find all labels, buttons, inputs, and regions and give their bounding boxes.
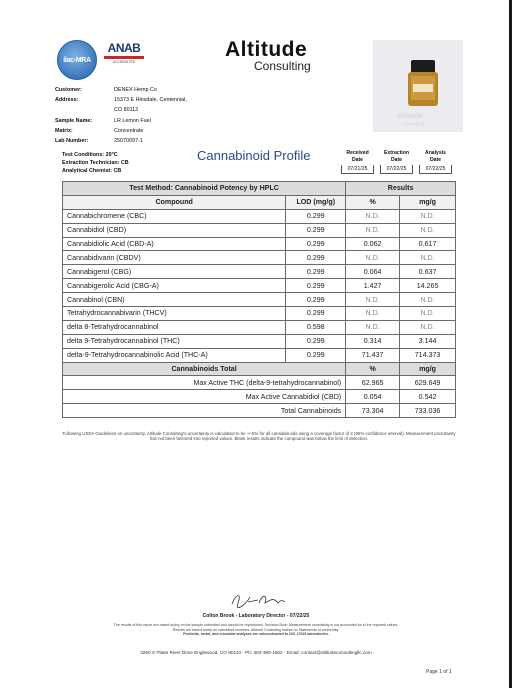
compound-cell: Tetrahydrocannabivarin (THCV) [63,307,286,321]
percent-cell: N.D. [346,209,400,223]
compound-cell: delta-9-Tetrahydrocannabinolic Acid (THC-A) [63,348,286,362]
sample-photo [373,40,463,132]
analytical-chemist: Analytical Chemist: CB [62,168,122,174]
lod-cell: 0.299 [286,307,346,321]
col-compound: Compound [63,195,286,209]
signature-image [228,591,288,609]
signer-line: Colton Brook - Laboratory Director - 07/22/25 [202,613,310,619]
address-line-1: 15373 E Hinsdale, Centennial, [114,97,187,103]
received-label-2: Date [351,157,364,163]
extraction-date: 07/22/25 [380,165,413,174]
profile-title: Cannabinoid Profile [197,148,311,163]
compound-cell: Cannabidiolic Acid (CBD-A) [63,237,286,251]
col-mgg: mg/g [400,195,456,209]
brand-name: Altitude [225,38,308,61]
mgg-cell: 0.637 [400,265,456,279]
photo-watermark: Altitude [397,113,424,120]
anab-logo-bar [104,56,144,59]
received-date-box [341,150,374,174]
results-header: Results [346,182,456,196]
lab-number-value: 25070097-1 [114,138,143,144]
percent-cell: 0.062 [346,237,400,251]
total-label: Total Cannabinoids [63,404,346,418]
anab-logo [98,41,150,77]
analysis-date-box [419,150,452,174]
totals-col-percent: % [346,362,400,376]
table-row [63,320,456,334]
analysis-label-1: Analysis [425,150,446,156]
totals-header-row [63,362,456,376]
percent-cell: 0.064 [346,265,400,279]
analysis-date: 07/22/25 [419,165,452,174]
percent-cell: N.D. [346,320,400,334]
total-label: Max Active THC (delta-9-tetrahydrocannabinol) [63,376,346,390]
col-percent: % [346,195,400,209]
matrix-value: Concentrate [114,128,144,134]
table-row [63,334,456,348]
mgg-cell: 0.617 [400,237,456,251]
totals-row [63,390,456,404]
total-percent: 0.054 [346,390,400,404]
disclaimer [62,623,450,637]
lab-address-footer: 3260 S Platte River Drive Englewood, CO 80110 - Ph: 303-390-1662 - Email: contact@altitudeconsultingllc.com [140,650,372,655]
total-percent: 62.965 [346,376,400,390]
received-label-1: Received [346,150,369,156]
mgg-cell: N.D. [400,320,456,334]
totals-row [63,376,456,390]
anab-logo-text: ANAB [107,41,141,55]
lod-cell: 0.299 [286,223,346,237]
table-row [63,307,456,321]
address-label: Address: [55,97,79,103]
customer-label: Customer: [55,87,82,93]
analysis-label-2: Date [429,157,442,163]
table-row [63,279,456,293]
total-label: Max Active Cannabidiol (CBD) [63,390,346,404]
lod-cell: 0.299 [286,279,346,293]
photo-watermark-sub: Consulting [403,121,425,126]
test-conditions: Test Conditions: 20°C [62,152,118,158]
mgg-cell: 14.265 [400,279,456,293]
lod-cell: 0.299 [286,237,346,251]
table-row [63,293,456,307]
sample-name-label: Sample Name: [55,118,93,124]
compound-cell: Cannabinol (CBN) [63,293,286,307]
table-row [63,251,456,265]
table-row [63,209,456,223]
extraction-technician: Extraction Technician: CB [62,160,129,166]
lod-cell: 0.299 [286,251,346,265]
mgg-cell: N.D. [400,293,456,307]
percent-cell: 71.437 [346,348,400,362]
percent-cell: N.D. [346,223,400,237]
extraction-label-2: Date [390,157,403,163]
compound-rows [63,209,456,362]
table-row [63,348,456,362]
method-header-row [63,182,456,196]
mgg-cell: N.D. [400,251,456,265]
mgg-cell: N.D. [400,223,456,237]
compound-cell: delta 9-Tetrahydrocannabinol (THC) [63,334,286,348]
disclaimer-line-2: Results are based solely on calculated numbers. Altitude Consulting makes no Statements of conformity. [172,627,340,632]
mgg-cell: N.D. [400,209,456,223]
lod-cell: 0.299 [286,348,346,362]
lod-cell: 0.598 [286,320,346,334]
table-row [63,237,456,251]
lod-cell: 0.299 [286,334,346,348]
page-number: Page 1 of 1 [426,669,452,675]
disclaimer-line-3: Pesticide, metal, and microbial analyses are subcontracted to ISO 17025 laboratories. [182,632,329,637]
ilac-logo-text: ilac-MRA [63,56,91,64]
extraction-date-box [380,150,413,174]
total-percent: 73.304 [346,404,400,418]
col-lod: LOD (mg/g) [286,195,346,209]
customer-value: DENEX Hemp Co [114,87,157,93]
uncertainty-footnote: Following USDA Guidelines on uncertainty, Altitude Consulting's uncertainty is calculated to be +/-5% for all cannabinoids using a coverage factor of 2 (95% confidence interval). Measurement uncertainty has not been factored into reported values. Blank results indicate the compound was below the limit of detection. [62,431,456,442]
totals-col-mgg: mg/g [400,362,456,376]
totals-row [63,404,456,418]
address-line-2: CO 80112 [114,107,139,113]
received-date: 07/21/25 [341,165,374,174]
percent-cell: N.D. [346,307,400,321]
anab-logo-subtext: ACCREDITED [112,60,136,64]
table-row [63,265,456,279]
sample-name-value: LR Lemon Fuel [114,118,151,124]
percent-cell: N.D. [346,293,400,307]
lab-number-label: Lab Number: [55,138,89,144]
lod-cell: 0.299 [286,293,346,307]
column-header-row [63,195,456,209]
mgg-cell: 714.373 [400,348,456,362]
percent-cell: 1.427 [346,279,400,293]
mgg-cell: N.D. [400,307,456,321]
compound-cell: delta 8-Tetrahydrocannabinol [63,320,286,334]
compound-cell: Cannabigerolic Acid (CBG-A) [63,279,286,293]
compound-cell: Cannabidiol (CBD) [63,223,286,237]
test-method: Test Method: Cannabinoid Potency by HPLC [63,182,346,196]
mgg-cell: 3.144 [400,334,456,348]
percent-cell: 0.314 [346,334,400,348]
lod-cell: 0.299 [286,209,346,223]
potency-table [62,181,456,418]
percent-cell: N.D. [346,251,400,265]
totals-rows [63,376,456,418]
total-mgg: 629.649 [400,376,456,390]
compound-cell: Cannabigerol (CBG) [63,265,286,279]
compound-cell: Cannabidivarin (CBDV) [63,251,286,265]
ilac-mra-logo [57,40,97,80]
matrix-label: Matrix: [55,128,73,134]
brand-subname: Consulting [254,59,311,73]
table-row [63,223,456,237]
total-mgg: 0.542 [400,390,456,404]
lod-cell: 0.299 [286,265,346,279]
disclaimer-line-1: The results of this report are based solely on the sample submitted and cannot be reproduced. Decision Rule: Measurement uncertainty is not accounted for in the reported values. [113,623,399,627]
compound-cell: Cannabichromene (CBC) [63,209,286,223]
total-mgg: 733.036 [400,404,456,418]
totals-title: Cannabinoids Total [63,362,346,376]
extraction-label-1: Extraction [384,150,409,156]
